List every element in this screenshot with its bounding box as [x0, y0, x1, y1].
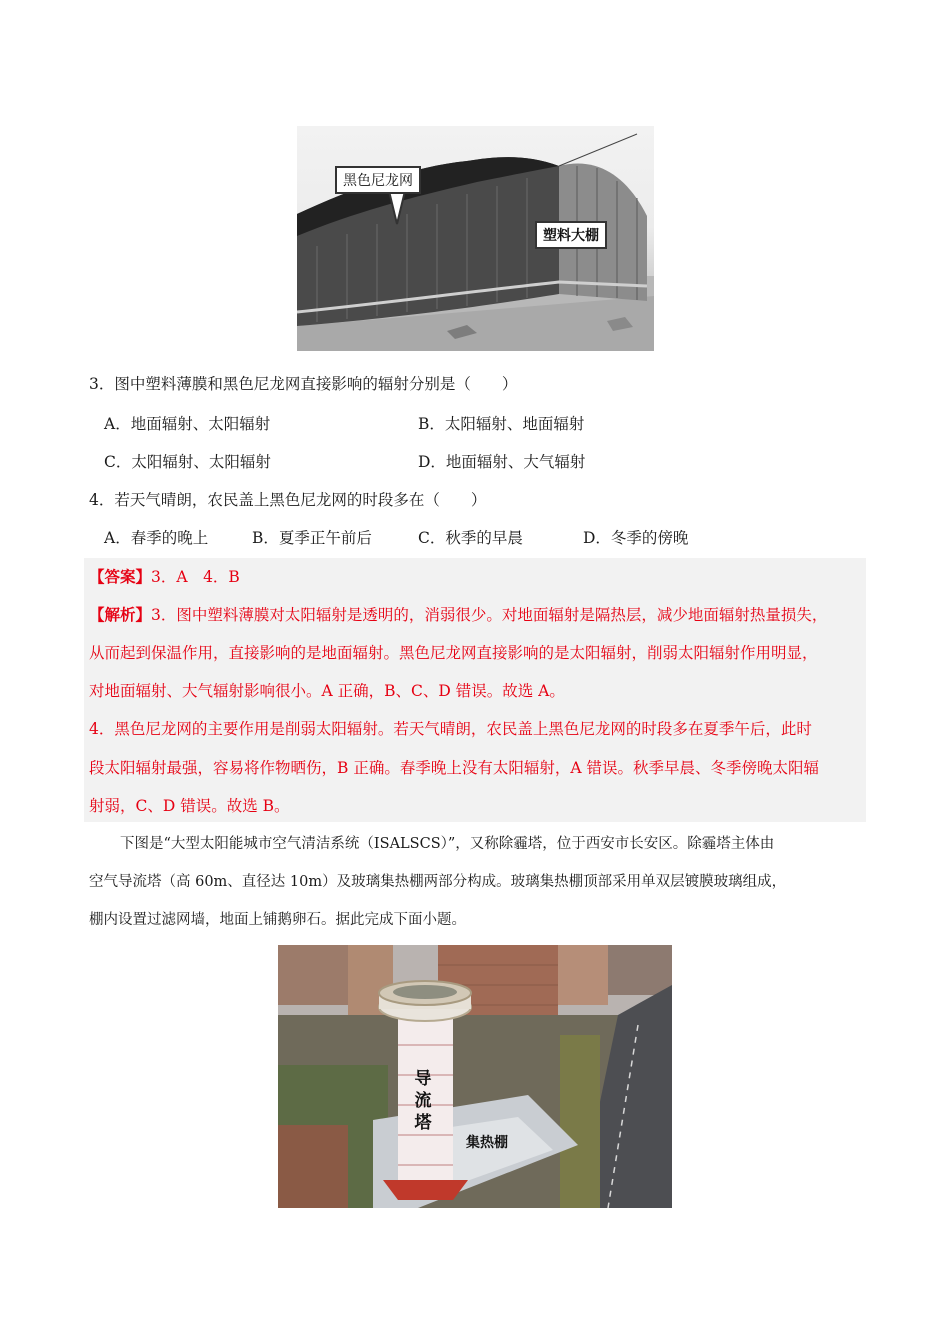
question-3-option-d: D．地面辐射、大气辐射: [418, 453, 586, 471]
tower-label: 导流塔: [414, 1069, 432, 1133]
analysis-tag: 【解析】: [89, 605, 152, 624]
question-3-stem: 3．图中塑料薄膜和黑色尼龙网直接影响的辐射分别是（ ）: [89, 375, 518, 393]
question-4-option-a: A．春季的晚上: [104, 529, 209, 547]
nylon-net-callout: 黑色尼龙网: [335, 166, 421, 194]
intro-line-2: 空气导流塔（高 60m、直径达 10m）及玻璃集热棚两部分构成。玻璃集热棚顶部采用单双层镀膜玻璃组成，: [89, 874, 787, 890]
analysis-line-1: [89, 604, 827, 626]
question-4-stem: 4．若天气晴朗，农民盖上黑色尼龙网的时段多在（ ）: [89, 491, 487, 509]
intro-line-1: 下图是“大型太阳能城市空气清洁系统（ISALSCS）”，又称除霾塔，位于西安市长安区。除霾塔主体由: [120, 836, 775, 852]
question-3-option-b: B．太阳辐射、地面辐射: [418, 415, 585, 433]
answer-tag: 【答案】: [89, 567, 152, 586]
question-3-option-a: A．地面辐射、太阳辐射: [104, 415, 271, 433]
shed-label: 集热棚: [466, 1135, 508, 1151]
analysis-line-3: 对地面辐射、大气辐射影响很小。A 正确，B、C、D 错误。故选 A。: [89, 682, 565, 700]
intro-line-3: 棚内设置过滤网墙，地面上铺鹅卵石。据此完成下面小题。: [89, 912, 466, 928]
question-3-option-c: C．太阳辐射、太阳辐射: [104, 453, 271, 471]
answer-line: [89, 566, 240, 588]
analysis-line-5: 段太阳辐射最强，容易将作物晒伤，B 正确。春季晚上没有太阳辐射，A 错误。秋季早晨、冬季傍晚太阳辐: [89, 759, 819, 777]
greenhouse-figure: [297, 126, 654, 351]
question-4-option-b: B．夏季正午前后: [252, 529, 372, 547]
analysis-line-2: 从而起到保温作用，直接影响的是地面辐射。黑色尼龙网直接影响的是太阳辐射，削弱太阳辐射作用明显，: [89, 644, 818, 662]
question-4-option-c: C．秋季的早晨: [418, 529, 523, 547]
analysis-text: 3．图中塑料薄膜对太阳辐射是透明的，消弱很少。对地面辐射是隔热层，减少地面辐射热量损失，: [151, 606, 828, 624]
answer-text: 3．A 4．B: [151, 568, 240, 586]
question-4-option-d: D．冬季的傍晚: [583, 529, 689, 547]
greenhouse-callout: 塑料大棚: [535, 221, 607, 249]
analysis-line-4: 4．黑色尼龙网的主要作用是削弱太阳辐射。若天气晴朗，农民盖上黑色尼龙网的时段多在夏季午后，此时: [89, 720, 812, 738]
smog-tower-illustration: [278, 945, 672, 1208]
smog-tower-figure: [278, 945, 672, 1208]
analysis-line-6: 射弱，C、D 错误。故选 B。: [89, 797, 290, 815]
